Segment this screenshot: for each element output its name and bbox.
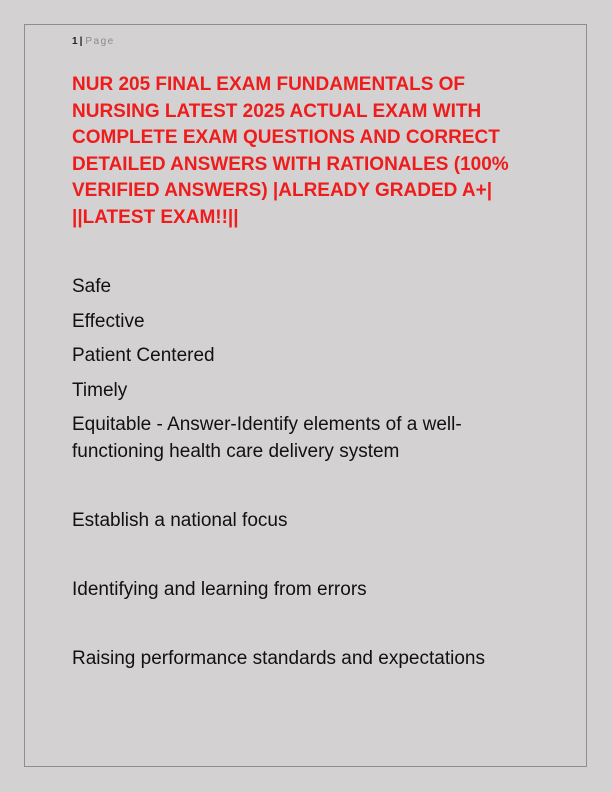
page-separator: | [79, 36, 83, 47]
body-line-learning-from-errors: Identifying and learning from errors [72, 579, 367, 600]
body-line-effective: Effective [72, 310, 145, 332]
document-body [72, 273, 542, 680]
page-header [72, 36, 115, 48]
body-line-patient-centered: Patient Centered [72, 345, 215, 366]
page-number: 1 [72, 36, 78, 47]
body-line-performance-standards: Raising performance standards and expectations [72, 648, 485, 669]
body-line-timely: Timely [72, 379, 128, 401]
body-line-equitable-answer: Equitable - Answer-Identify elements of a well-functioning health care delivery system [72, 414, 462, 462]
body-line-national-focus: Establish a national focus [72, 510, 288, 531]
document-title: NUR 205 FINAL EXAM FUNDAMENTALS OF NURSING LATEST 2025 ACTUAL EXAM WITH COMPLETE EXAM QUESTIONS AND CORRECT DETAILED ANSWERS WITH RATIONALES (100% VERIFIED ANSWERS) |ALREADY GRADED A+| ||LATEST EXAM!!|| [72, 74, 509, 228]
body-line-safe: Safe [72, 276, 112, 297]
page-label: Page [85, 36, 115, 47]
